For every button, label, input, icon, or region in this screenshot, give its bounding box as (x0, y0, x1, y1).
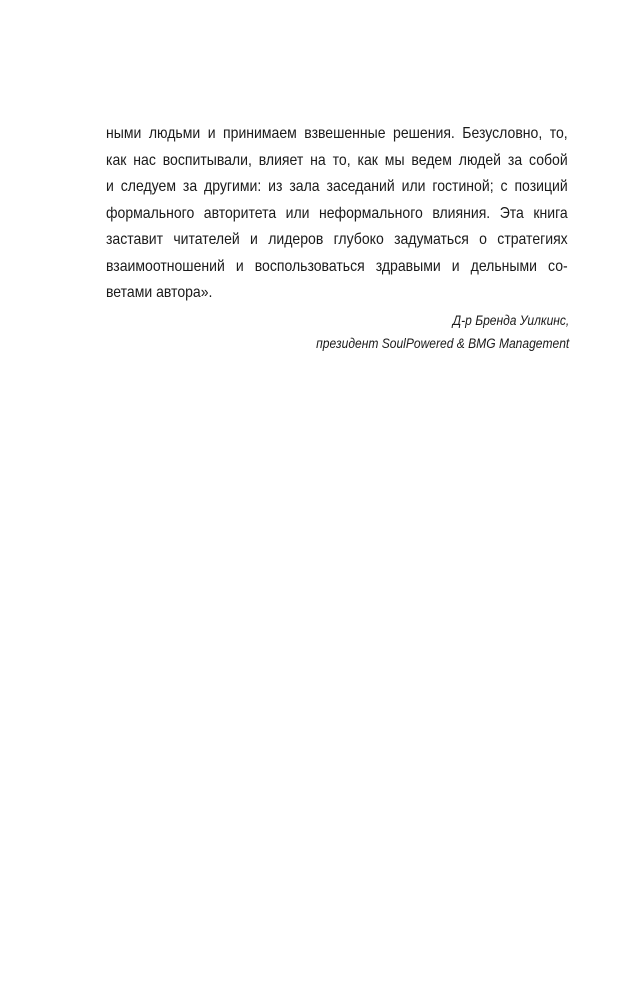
attribution-name: Д-р Бренда Уилкинс, (452, 313, 569, 328)
quote-line: и следуем за другими: из зала заседаний или гостиной; с позиций (106, 178, 568, 195)
quote-line: ветами автора». (106, 284, 213, 301)
quote-line: формального авторитета или неформального влияния. Эта книга (106, 204, 568, 222)
quote-attribution (316, 309, 569, 355)
quote-line: как нас воспитывали, влияет на то, как мы ведем людей за собой (106, 151, 568, 169)
attribution-title: президент SoulPowered & BMG Management (315, 336, 569, 351)
quote-line: ными людьми и принимаем взвешенные решения. Безусловно, то, (106, 125, 568, 142)
quote-line: взаимоотношений и воспользоваться здравыми и дельными со- (106, 257, 568, 275)
quote-paragraph (106, 121, 568, 307)
quote-line: заставит читателей и лидеров глубоко задуматься о стратегиях (106, 231, 568, 248)
